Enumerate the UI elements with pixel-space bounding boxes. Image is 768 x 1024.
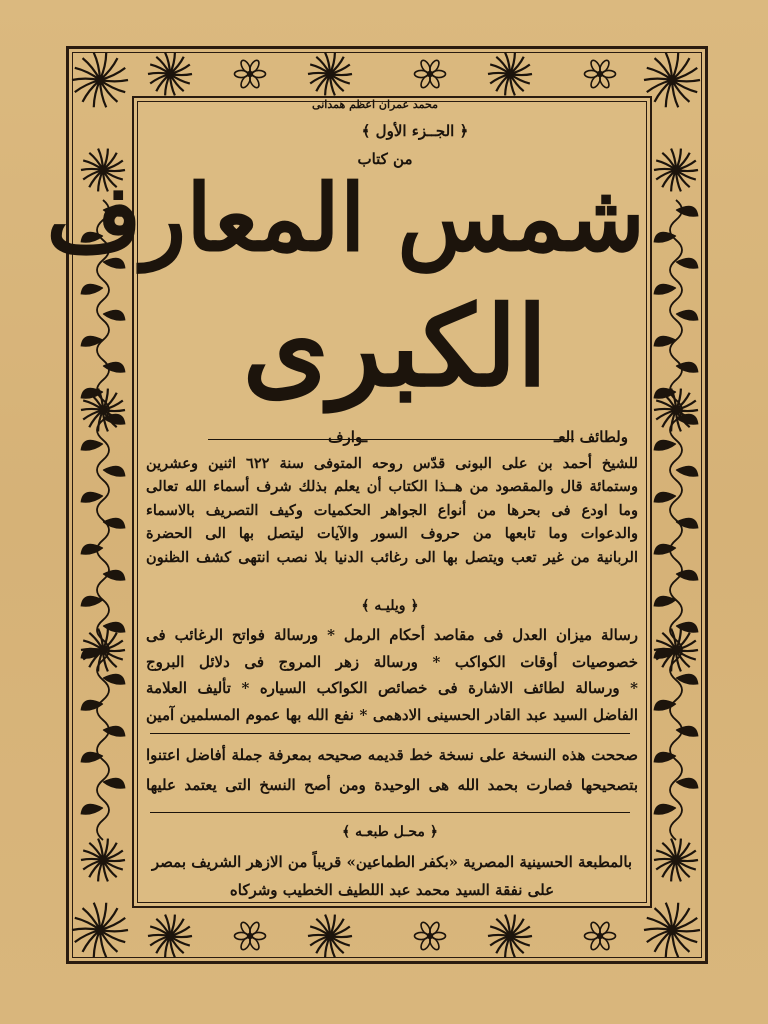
flower-ornament-icon [414,59,445,89]
contents-line: خصوصيات أوقات الكواكب * ورسالة زهر المروج فى دلائل البروج [146,652,638,671]
description-line: للشيخ أحمد بن على البونى قدّس روحه المتوفى سنة ٦٢٢ اثنين وعشرين [146,455,638,472]
contents-line: * ورسالة لطائف الاشارة فى خصائص الكواكب السياره * تأليف العلامة [146,679,638,697]
flower-ornament-icon [584,921,615,951]
follows-label: ﴿ ويليـه ﴾ [361,598,419,614]
flower-ornament-icon [584,59,615,89]
sunburst-ornament-icon [148,915,192,958]
section-divider [150,812,630,813]
sunburst-ornament-icon [654,149,698,192]
sunburst-ornament-icon [72,53,128,108]
subtitle-rule [208,439,574,440]
description-block [146,452,638,569]
sunburst-ornament-icon [644,903,700,958]
sunburst-ornament-icon [148,53,192,96]
flower-ornament-icon [234,59,265,89]
corrected-line: بتصحيحها فصارت بحمد الله هى الوحيدة ومن أصح النسخ التى يعتمد عليها [146,776,638,794]
subtitle-row [148,428,634,450]
subtitle-end: ـوارف [328,428,368,446]
floral-vine-ornament-icon [654,200,698,840]
floral-vine-ornament-icon [81,200,125,840]
place-of-printing-label: ﴿ محـل طبعـه ﴾ [342,824,438,840]
sunburst-ornament-icon [308,53,352,96]
press-line: بالمطبعة الحسينية المصرية «بكفر الطماعين» قريباً من الازهر الشريف بمصر [151,853,633,871]
subtitle-start: ولطائف العـ [554,428,628,446]
sunburst-ornament-icon [488,915,532,958]
section-divider [150,733,630,734]
sunburst-ornament-icon [308,915,352,958]
corrected-note-block [146,740,638,800]
sunburst-ornament-icon [644,53,700,108]
contents-line: رسالة ميزان العدل فى مقاصد أحكام الرمل * ورسالة فواتح الرغائب فى [146,626,639,644]
description-line: وستمائة قال والمقصود من هــذا الكتاب أن يعلم بذلك شرف أسماء الله تعالى [146,478,638,496]
flower-ornament-icon [234,921,265,951]
sunburst-ornament-icon [654,839,698,882]
flower-ornament-icon [414,921,445,951]
sunburst-ornament-icon [72,903,128,958]
contents-line: الفاضل السيد عبد القادر الحسينى الادهمى * نفع الله بها عموم المسلمين آمين [146,705,638,724]
press-block [146,848,638,904]
sunburst-ornament-icon [488,53,532,96]
corrected-line: صححت هذه النسخة على نسخة خط قديمه صحيحه بمعرفة جملة أفاضل اعتنوا [146,746,638,764]
description-line: والدعوات وما تابعها من حروف السور والآيات ليتصل بها الى الحضرة [146,525,638,543]
book-title-line-1: شمس المعارف [46,164,645,272]
owner-handwritten-note: محمد عمران اعظم همدانی [312,98,438,111]
description-line: وما اودع فى بحرها من أنواع الجواهر الحكميات وكيف التصريف بالاسماء [146,501,638,519]
from-book-label: من كتاب [357,150,413,168]
book-title-line-2: الكبرى [242,282,548,411]
press-line: على نفقة السيد محمد عبد اللطيف الخطيب وشركاه [229,881,555,899]
part-label: ﴿ الجــزء الأول ﴾ [361,122,469,140]
description-line: الربانية من غير تعب ويتصل بها الى رغائب الدنيا بلا نصب انتهى كشف الظنون [146,548,638,566]
contents-block [146,622,638,728]
sunburst-ornament-icon [81,839,125,882]
